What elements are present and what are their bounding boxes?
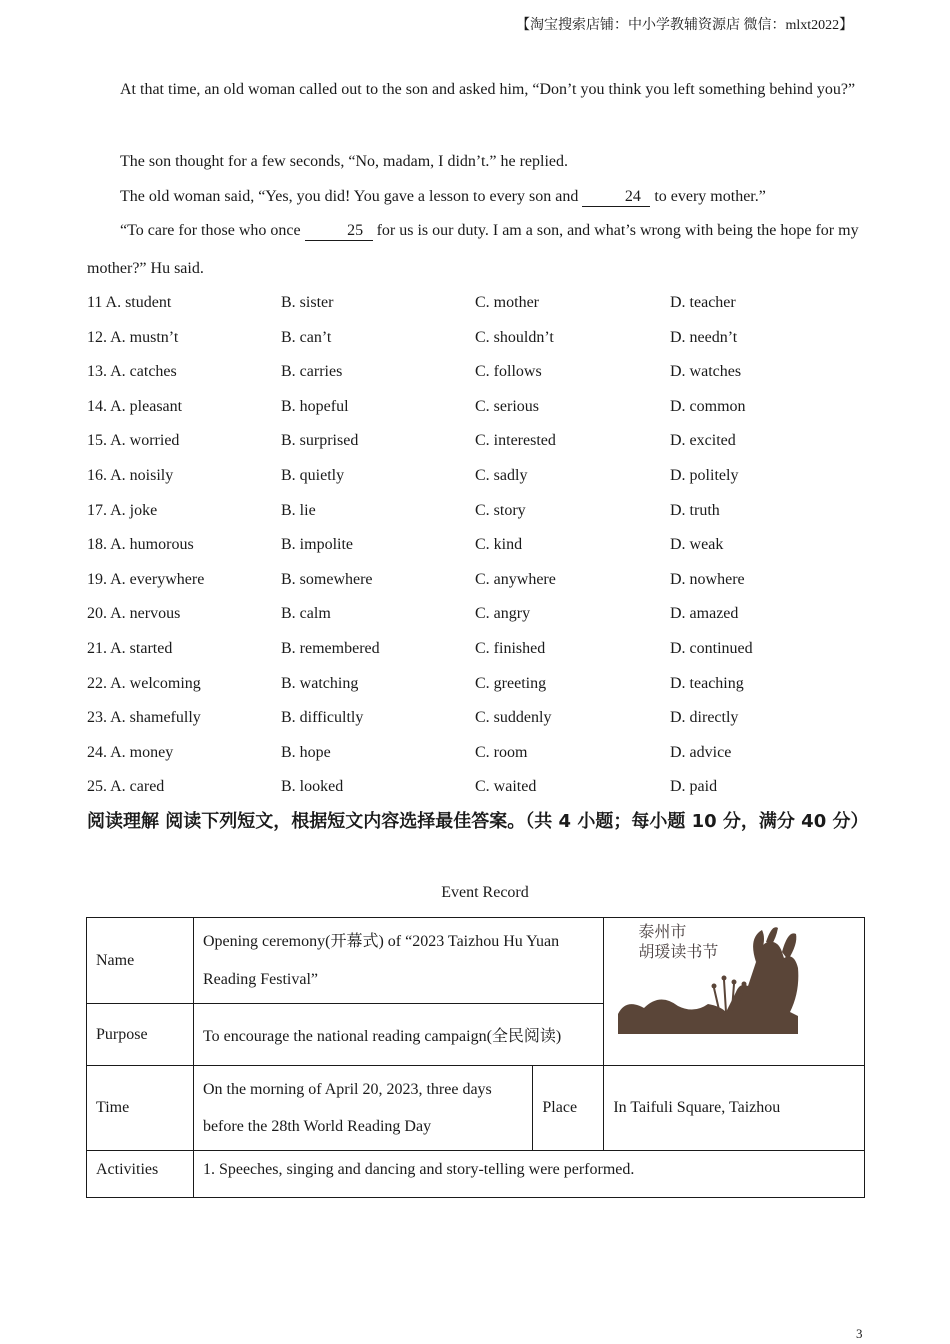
question-row (87, 667, 867, 702)
festival-logo (604, 918, 865, 1066)
paragraph-4-start: “To care for those who once (120, 222, 305, 239)
option-b: B. surprised (281, 432, 359, 450)
question-row (87, 736, 867, 771)
option-c: C. shouldn’t (475, 328, 554, 346)
activities-value: 1. Speeches, singing and dancing and story-telling were performed. (193, 1151, 864, 1198)
event-record-table (86, 917, 865, 1198)
option-b: B. lie (281, 501, 316, 519)
option-d: D. politely (670, 466, 739, 484)
option-b: B. carries (281, 363, 343, 381)
option-d: D. needn’t (670, 328, 738, 346)
option-b: B. hopeful (281, 397, 349, 415)
option-c: C. kind (475, 536, 523, 554)
page-number: 3 (856, 1326, 863, 1341)
option-d: D. watches (670, 363, 742, 381)
option-c: C. story (475, 501, 526, 519)
option-a: 22. A. welcoming (87, 674, 201, 692)
blank-25: 25 (305, 222, 373, 241)
question-row (87, 632, 867, 667)
passage-paragraph-4 (87, 212, 865, 288)
option-a: 23. A. shamefully (87, 709, 201, 727)
question-row (87, 390, 867, 425)
option-c: C. serious (475, 397, 539, 415)
option-d: D. directly (670, 709, 739, 727)
question-row (87, 494, 867, 529)
option-c: C. finished (475, 639, 546, 657)
option-c: C. greeting (475, 674, 547, 692)
blank-24: 24 (582, 188, 650, 207)
logo-line-1: 泰州市 (638, 922, 687, 941)
option-a: 17. A. joke (87, 501, 158, 519)
question-row (87, 770, 867, 805)
header-watermark-text: 【淘宝搜索店铺：中小学教辅资源店 微信：mlxt2022】 (516, 18, 854, 33)
paragraph-3-end: to every mother.” (650, 188, 766, 205)
option-a: 20. A. nervous (87, 605, 181, 623)
question-options-list (87, 286, 867, 805)
name-value: Opening ceremony(开幕式) of “2023 Taizhou Hu Yuan Reading Festival” (193, 918, 603, 1004)
option-b: B. calm (281, 605, 331, 623)
question-row (87, 321, 867, 356)
option-a: 12. A. mustn’t (87, 328, 179, 346)
option-c: C. suddenly (475, 709, 552, 727)
purpose-value: To encourage the national reading campaign(全民阅读) (193, 1004, 603, 1066)
row-time-place (87, 1066, 865, 1151)
option-d: D. excited (670, 432, 736, 450)
option-b: B. quietly (281, 466, 345, 484)
time-value: On the morning of April 20, 2023, three days before the 28th World Reading Day (193, 1066, 532, 1151)
option-a: 15. A. worried (87, 432, 180, 450)
option-b: B. looked (281, 778, 344, 796)
option-d: D. continued (670, 639, 753, 657)
time-label: Time (87, 1066, 194, 1151)
place-value: In Taifuli Square, Taizhou (604, 1066, 865, 1151)
option-a: 25. A. cared (87, 778, 165, 796)
option-a: 24. A. money (87, 743, 174, 761)
question-row (87, 424, 867, 459)
option-a: 11 A. student (87, 294, 172, 311)
option-c: C. waited (475, 778, 537, 796)
place-label: Place (533, 1066, 604, 1151)
option-d: D. amazed (670, 605, 739, 623)
option-c: C. sadly (475, 466, 528, 484)
name-label: Name (87, 918, 194, 1004)
cactus-landscape-icon (616, 922, 816, 1034)
option-d: D. weak (670, 536, 724, 554)
question-row (87, 286, 867, 321)
option-d: D. advice (670, 743, 732, 761)
option-d: D. nowhere (670, 570, 745, 588)
paragraph-3-start: The old woman said, “Yes, you did! You gave a lesson to every son and (120, 188, 583, 205)
paragraph-4-end: for us is our duty. I am a son, and what’s wrong with being the hope for my mother?” Hu said. (87, 222, 859, 277)
event-record-title: Event Record (441, 884, 529, 901)
option-a: 19. A. everywhere (87, 570, 205, 588)
option-c: C. angry (475, 605, 531, 623)
option-b: B. sister (281, 294, 334, 311)
row-name (87, 918, 865, 1004)
passage-paragraph-1: At that time, an old woman called out to the son and asked him, “Don’t you think you left something behind you?” (120, 81, 856, 98)
question-row (87, 701, 867, 736)
passage-paragraph-2: The son thought for a few seconds, “No, madam, I didn’t.” he replied. (120, 153, 569, 170)
option-d: D. paid (670, 778, 718, 796)
question-row (87, 459, 867, 494)
option-b: B. watching (281, 674, 359, 692)
row-activities (87, 1151, 865, 1198)
question-row (87, 355, 867, 390)
option-a: 14. A. pleasant (87, 397, 183, 415)
option-c: C. mother (475, 294, 539, 311)
option-a: 18. A. humorous (87, 536, 194, 554)
option-b: B. impolite (281, 536, 353, 554)
option-c: C. interested (475, 432, 556, 450)
passage-paragraph-3 (87, 178, 865, 216)
option-d: D. truth (670, 501, 720, 519)
option-b: B. difficultly (281, 709, 364, 727)
option-c: C. follows (475, 363, 542, 381)
option-c: C. room (475, 743, 528, 761)
purpose-label: Purpose (87, 1004, 194, 1066)
question-row (87, 597, 867, 632)
option-b: B. remembered (281, 639, 380, 657)
question-row (87, 528, 867, 563)
option-b: B. hope (281, 743, 331, 761)
activities-label: Activities (87, 1151, 194, 1198)
option-d: D. common (670, 397, 746, 415)
option-b: B. can’t (281, 328, 332, 346)
option-a: 16. A. noisily (87, 466, 174, 484)
option-a: 21. A. started (87, 639, 173, 657)
option-d: D. teacher (670, 294, 736, 311)
option-a: 13. A. catches (87, 363, 177, 381)
reading-section-title: 阅读理解 阅读下列短文，根据短文内容选择最佳答案。（共 4 小题；每小题 10 分，满分 40 分） (87, 811, 869, 832)
option-b: B. somewhere (281, 570, 373, 588)
logo-line-2: 胡瑗读书节 (638, 942, 719, 961)
option-c: C. anywhere (475, 570, 556, 588)
question-row (87, 563, 867, 598)
option-d: D. teaching (670, 674, 744, 692)
